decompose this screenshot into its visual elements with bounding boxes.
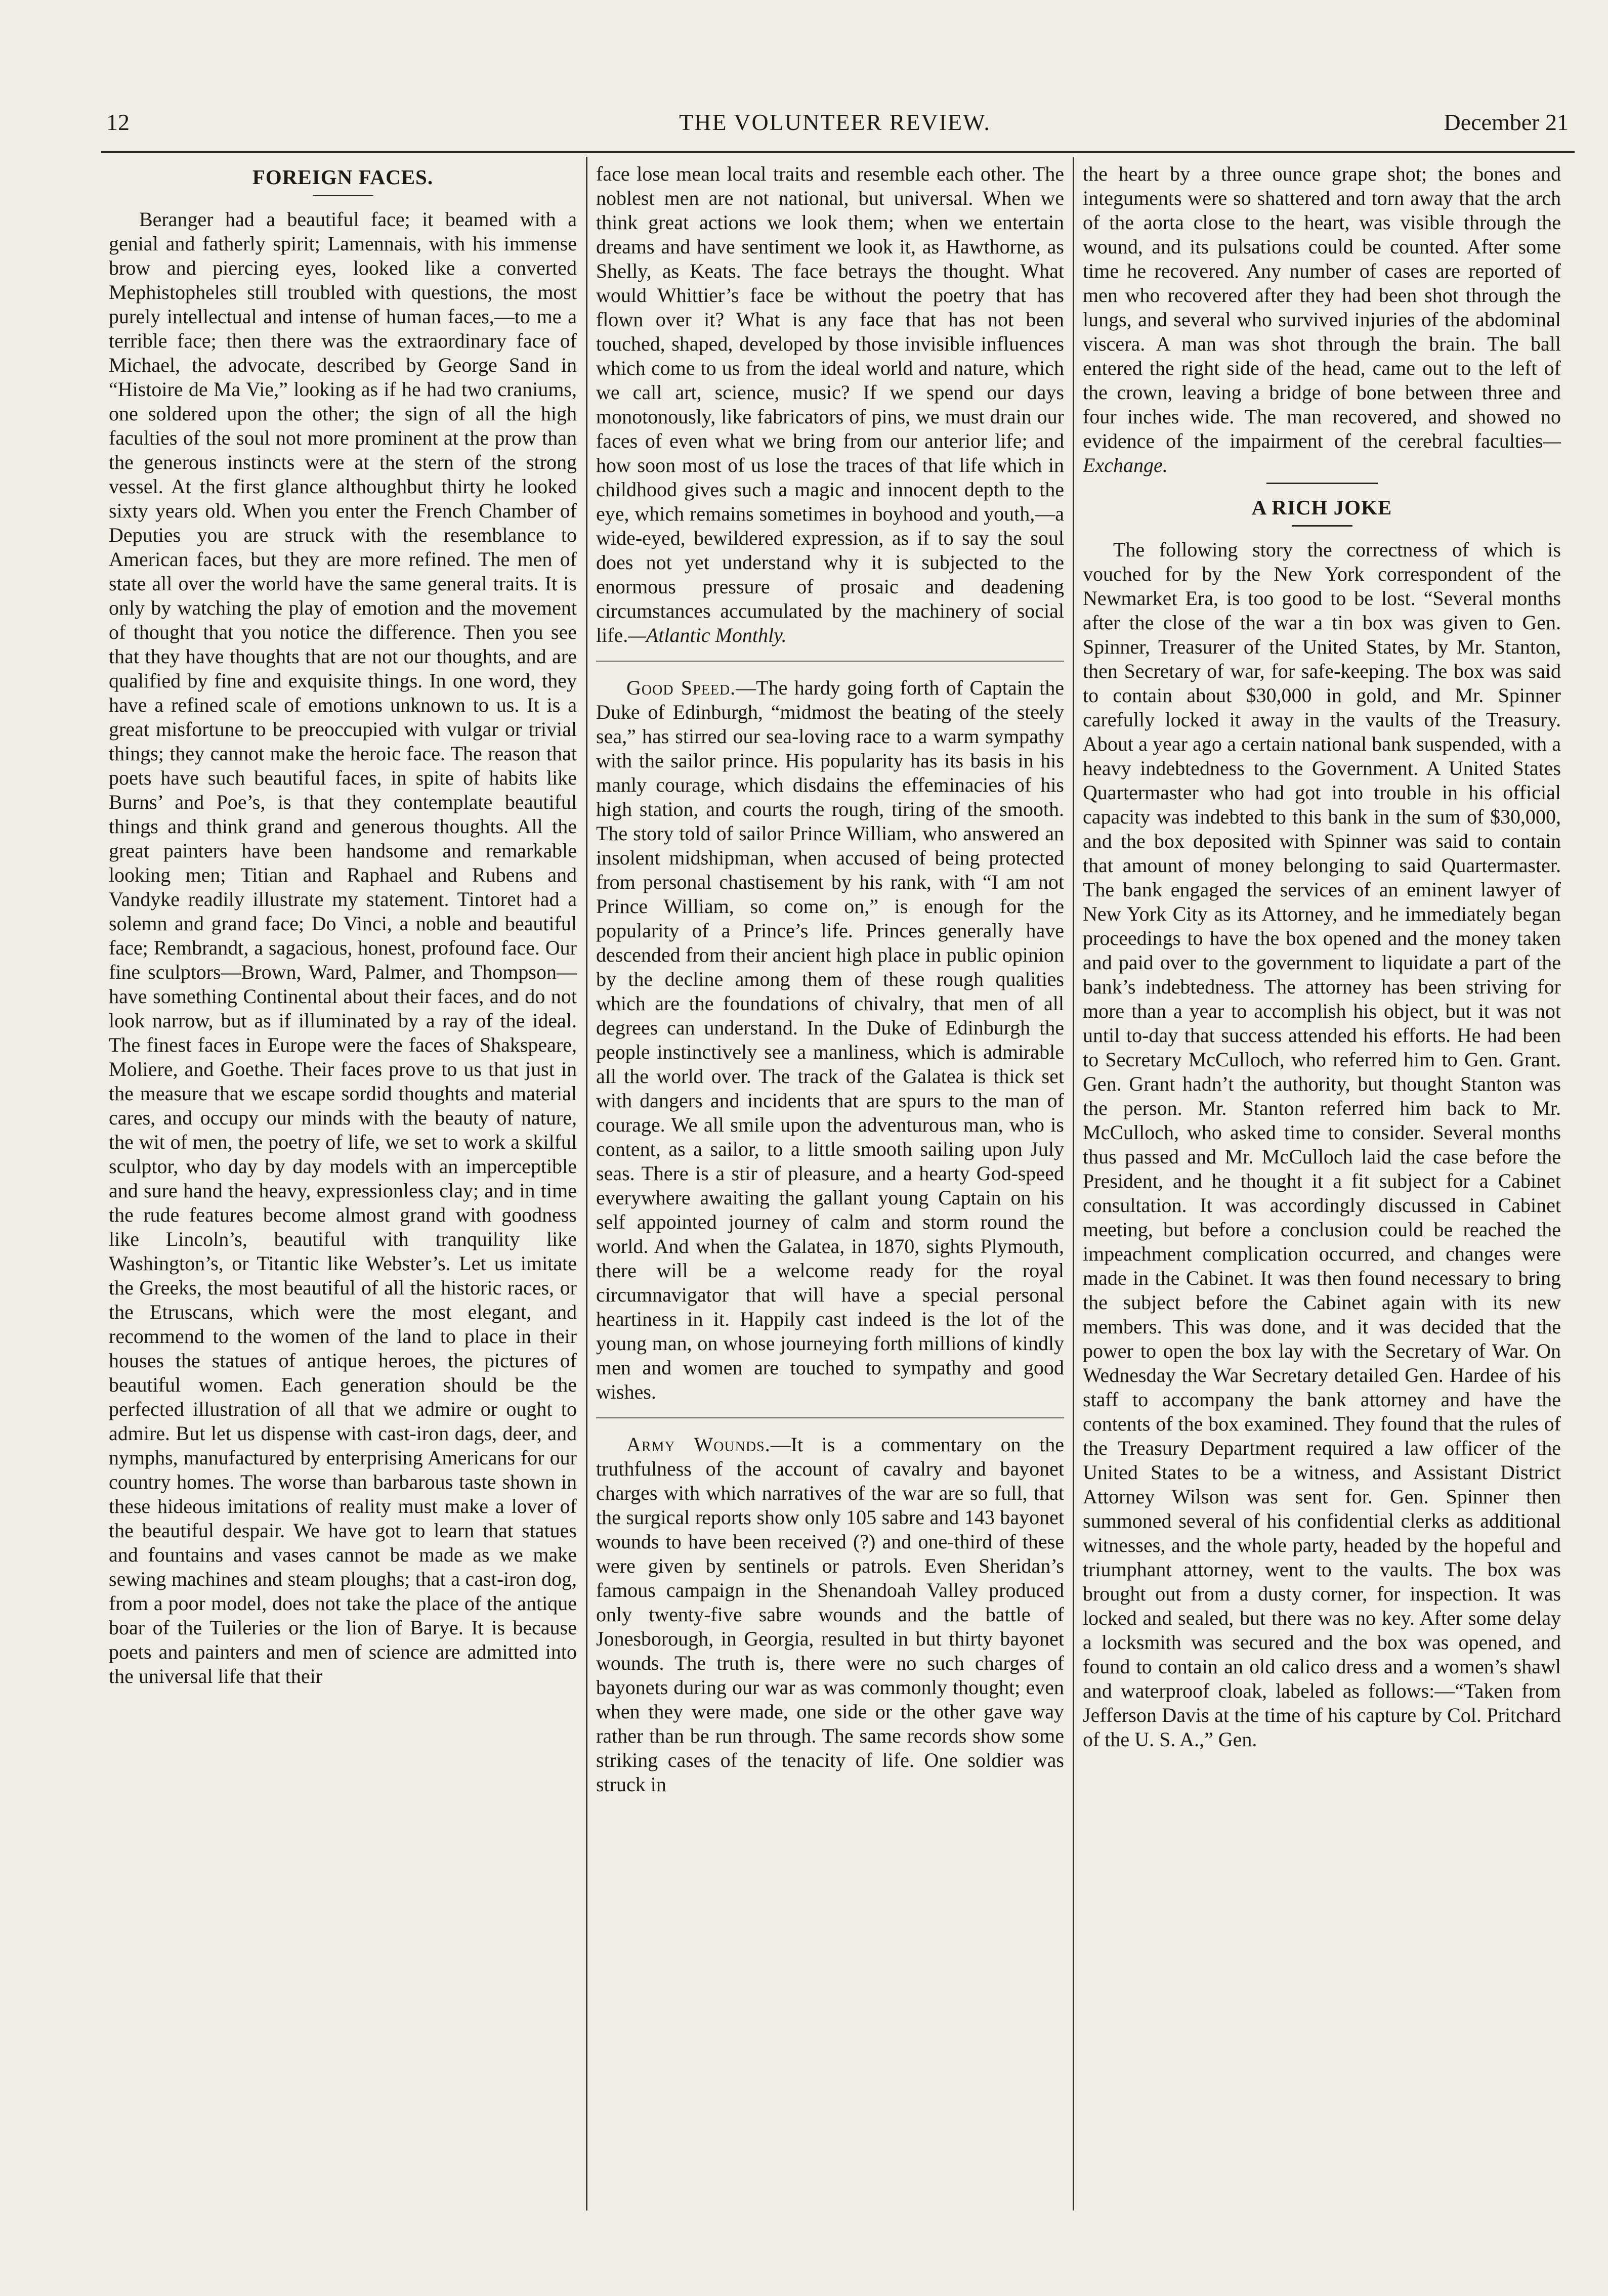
article-body-continued xyxy=(596,162,1064,647)
article-title: A RICH JOKE xyxy=(1251,496,1392,519)
article-body-continued xyxy=(1083,162,1561,478)
section-break xyxy=(596,1417,1064,1418)
issue-date: December 21 xyxy=(1444,109,1569,135)
continued-text: face lose mean local traits and resemble each other. The noblest men are not national, but universal. When we think great actions we look them; when we entertain dreams and have sentiment we look it, as Hawthorne, as Shelly, as Keats. The face betrays the thought. What would Whittier’s face be without the poetry that has flown over it? What is any face that has not been touched, shaped, developed by those invisible influences which come to us from the ideal world and nature, which we call art, science, music? If we spend our days monotonously, like fabricators of pins, we must drain our faces of even what we bring from our anterior life; and how soon most of us lose the traces of that life which in childhood gives such a magic and innocent depth to the eye, which remains sometimes in boyhood and youth,—a wide-eyed, bewildered expression, as if to say the soul does not yet understand why it is subjected to the enormous pressure of prosaic and deadening circumstances accumulated by the machinery of social life. xyxy=(596,162,1064,646)
article-body xyxy=(596,676,1064,1404)
column-1 xyxy=(109,162,577,2221)
paragraph-text: —The hardy going forth of Captain the Duke of Edinburgh, “midmost the beating of the steely sea,” has stirred our sea-loving race to a warm sympathy with the sailor prince. His popularity has its basis in his manly courage, which disdains the effeminacies of his high station, and courts the rough, tiring of the smooth. The story told of sailor Prince William, who answered an insolent midshipman, when accused of being protected from personal chastisement by his rank, with “I am not Prince William, so come on,” is enough for the popularity of a Prince’s life. Princes generally have descended from their ancient high place in public opinion by the decline among them of these rough qualities which are the foundations of chivalry, that men of all degrees can understand. In the Duke of Edinburgh the people instinctively see a manliness, which is admirable all the world over. The track of the Galatea is thick set with dangers and incidents that are spurs to the man of courage. We all smile upon the adventurous man, who is content, as a sailor, to a little smooth sailing upon July seas. There is a stir of pleasure, and a hearty God-speed everywhere awaiting the gallant young Captain on his self appointed journey of calm and storm round the world. And when the Galatea, in 1870, sights Plymouth, there will be a welcome ready for the royal circumnavigator that will have a special personal heartiness in it. Happily cast indeed is the lot of the young man, on whose journeying forth millions of kindly men and women are touched to sympathy and good wishes. xyxy=(596,676,1064,1403)
article-body: Beranger had a beautiful face; it beamed with a genial and fatherly spirit; Lamennais, with his immense brow and piercing eyes, looked like a converted Mephistopheles still troubled with questions, the most purely intellectual and intense of human faces,—to me a terrible face; then there was the extraordinary face of Michael, the advocate, described by George Sand in “Histoire de Ma Vie,” looking as if he had two craniums, one soldered upon the other; the sign of all the high faculties of the soul not more prominent at the prow than the generous instincts were at the stern of the strong vessel. At the first glance althoughbut thirty he looked sixty years old. When you enter the French Chamber of Deputies you are struck with the resemblance to American faces, but they are more refined. The men of state all over the world have the same general traits. It is only by watching the play of emotion and the movement of thought that you notice the difference. Then you see that they have thoughts that are not our thoughts, and are qualified by fine and exquisite things. In one word, they have a refined scale of emotions unknown to us. It is a great misfortune to be preoccupied with vulgar or trivial things; they cannot make the heroic face. The reason that poets have such beautiful faces, in spite of habits like Burns’ and Poe’s, is that they contemplate beautiful things and think grand and generous thoughts. All the great painters have been handsome and remarkable looking men; Titian and Raphael and Rubens and Vandyke readily illustrate my statement. Tintoret had a solemn and grand face; Do Vinci, a noble and beautiful face; Rembrandt, a sagacious, honest, profound face. Our fine sculptors—Brown, Ward, Palmer, and Thompson—have something Continental about their faces, and do not look narrow, but as if illuminated by a ray of the ideal. The finest faces in Europe were the faces of Shakspeare, Moliere, and Goethe. Their faces prove to us that just in the measure that we escape sordid thoughts and material cares, and occupy our minds with the beauty of nature, the wit of men, the poetry of life, we set to work a skilful sculptor, who day by day models with an imperceptible and sure hand the heavy, expressionless clay; and in time the rude features become almost grand with goodness like Lincoln’s, beautiful with tranquility like Washington’s, or Titantic like Webster’s. Let us imitate the Greeks, the most beautiful of all the historic races, or the Etruscans, which were the most elegant, and recommend to the women of the land to place in their houses the statues of antique heroes, the pictures of beautiful women. Each generation should be the perfected illustration of all that we admire or ought to admire. But let us dispense with cast-iron dags, deer, and nymphs, manufactured by enterprising Americans for our country homes. The worse than barbarous taste shown in these hideous imitations of reality must make a lover of the beautiful despair. We have got to learn that statues and fountains and vases cannot be made as we make sewing machines and steam ploughs; that a cast-iron dog, from a poor model, does not take the place of the antique boar of the Tuileries or the lion of Barye. It is because poets and painters and men of science are admitted into the universal life that their xyxy=(109,208,577,1688)
title-rule xyxy=(1292,525,1352,527)
continued-text: the heart by a three ounce grape shot; the bones and integuments were so shattered and torn away that the arch of the aorta close to the heart, was visible through the wound, and its pulsations could be counted. After some time he recovered. Any number of cases are reported of men who recovered after they had been shot through the lungs, and several who survived injuries of the abdominal viscera. A man was shot through the brain. The ball entered the right side of the head, came out to the left of the crown, leaving a bridge of bone between three and four inches wide. The man recovered, and showed no evidence of the impairment of the cerebral faculties xyxy=(1083,162,1561,452)
column-divider xyxy=(1073,157,1074,2211)
page-header xyxy=(101,109,1569,144)
title-rule xyxy=(1266,483,1378,484)
column-divider xyxy=(586,157,587,2211)
header-rule xyxy=(101,151,1575,153)
paragraph-title: Army Wounds. xyxy=(626,1433,771,1456)
title-rule xyxy=(313,195,373,196)
column-2 xyxy=(596,162,1064,2221)
article-source: —Exchange. xyxy=(1083,429,1561,476)
article-title: FOREIGN FACES. xyxy=(252,165,434,189)
paragraph-text: —It is a commentary on the truthfulness of the account of cavalry and bayonet charges with which narratives of the war are so full, that the surgical reports show only 105 sabre and 143 bayonet wounds to have been received (?) and one-third of these were given by sentinels or patrols. Even Sheridan’s famous campaign in the Shenandoah Valley produced only twenty-five sabre wounds and the battle of Jonesborough, in Georgia, resulted in but thirty bayonet wounds. The truth is, there were no such charges of bayonets during our war as was commonly thought; even when they were made, one side or the other gave way rather than be run through. The same records show some striking cases of the tenacity of life. One soldier was struck in xyxy=(596,1433,1064,1796)
journal-title: THE VOLUNTEER REVIEW. xyxy=(679,109,991,135)
paragraph-title: Good Speed. xyxy=(626,676,736,699)
section-break xyxy=(596,661,1064,662)
article-body xyxy=(596,1433,1064,1797)
article-body: The following story the correctness of which is vouched for by the New York correspondent of the Newmarket Era, is too good to be lost. “Several months after the close of the war a tin box was given to Gen. Spinner, Treasurer of the United States, by Mr. Stanton, then Secretary of war, for safe-keeping. The box was said to contain about $30,000 in gold, and Mr. Spinner carefully locked it away in the vaults of the Treasury. About a year ago a certain national bank suspended, with a heavy indebtedness to the Government. A United States Quartermaster who had got into trouble in his official capacity was indebted to this bank in the sum of $30,000, and the box deposited with Spinner was said to contain that amount of money belonging to said Quartermaster. The bank engaged the services of an eminent lawyer of New York City as its Attorney, and he immediately began proceedings to have the box opened and the money taken and paid over to the government to liquidate a part of the bank’s indebtedness. The attorney has been striving for more than a year to accomplish his object, but it was not until to-day that success attended his efforts. He had been to Secretary McCulloch, who referred him to Gen. Grant. Gen. Grant hadn’t the authority, but thought Stanton was the person. Mr. Stanton referred him back to Mr. McCulloch, who asked time to consider. Several months thus passed and Mr. McCulloch laid the case before the President, and he thought it a fit subject for a Cabinet consultation. It was accordingly discussed in Cabinet meeting, but before a conclusion could be reached the impeachment complication occurred, and changes were made in the Cabinet. It was then found necessary to bring the subject before the Cabinet again with its new members. This was done, and it was decided that the power to open the box lay with the Secretary of War. On Wednesday the War Secretary detailed Gen. Hardee of his staff to accompany the bank attorney and have the contents of the box examined. They found that the rules of the Treasury Department required a law officer of the United States to be a witness, and Assistant District Attorney Wilson was sent for. Gen. Spinner then summoned several of his confidential clerks as additional witnesses, and the whole party, headed by the hopeful and triumphant attorney, went to the vaults. The box was brought out from a dusty corner, for inspection. It was locked and sealed, but there was no key. After some delay a locksmith was secured and the box was opened, and found to contain an old calico dress and a women’s shawl and waterproof cloak, labeled as follows:—“Taken from Jefferson Davis at the time of his capture by Col. Pritchard of the U. S. A.,” Gen. xyxy=(1083,538,1561,1751)
article-source: —Atlantic Monthly. xyxy=(628,624,787,646)
page-number: 12 xyxy=(106,109,130,135)
column-3 xyxy=(1083,162,1561,2221)
